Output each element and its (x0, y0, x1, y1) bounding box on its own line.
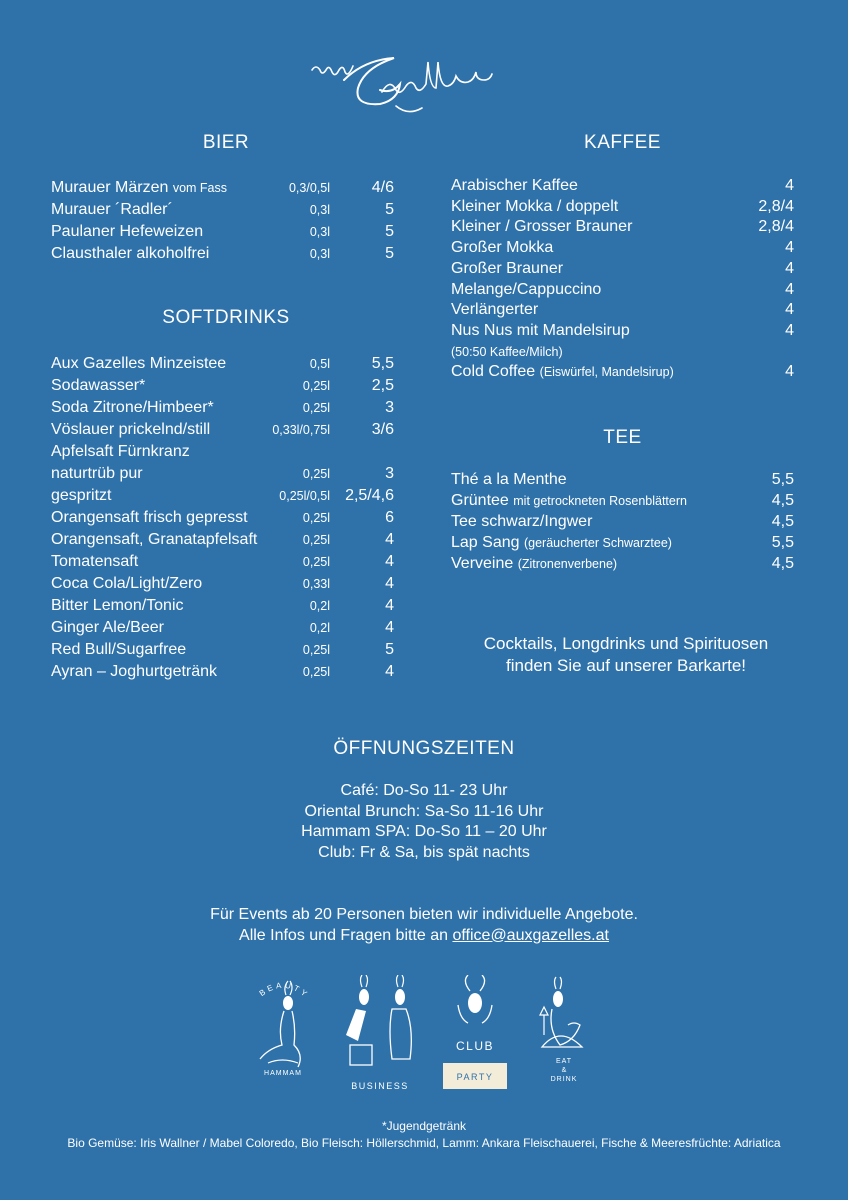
club-party-icon (440, 975, 510, 1095)
bar-note-line1: Cocktails, Longdrinks und Spirituosen (483, 634, 769, 653)
tee-item-label: Thé a la Menthe (451, 471, 567, 488)
softdrinks-item (51, 574, 394, 594)
softdrinks-item-volume: 0,2l (309, 621, 330, 635)
tee-item-price: 4,5 (771, 555, 794, 572)
softdrinks-item-name (51, 662, 217, 682)
softdrinks-item-price: 5 (385, 641, 394, 658)
softdrinks-item-volume: 0,25l (302, 379, 330, 393)
softdrinks-item-price: 4 (385, 575, 394, 592)
softdrinks-item-label: Tomatensaft (51, 553, 139, 570)
tee-item-label: Tee schwarz/Ingwer (451, 513, 593, 530)
hours-hammam: Hammam SPA: Do-So 11 – 20 Uhr (301, 823, 547, 841)
kaffee-item (451, 197, 794, 217)
suppliers-footnote: Bio Gemüse: Iris Wallner / Mabel Coloredo, Bio Fleisch: Höllerschmid, Lamm: Ankara Fleischauerei, Fische & Meeresfrüchte: Adriatica (67, 1136, 781, 1150)
tee-item (451, 491, 794, 511)
softdrinks-item-name (51, 508, 248, 528)
kaffee-item-price: 4 (785, 280, 794, 298)
softdrinks-item-name (51, 420, 210, 440)
bier-item-volume: 0,3l (309, 203, 330, 217)
softdrinks-item (51, 662, 394, 682)
tee-item-note: (geräucherter Schwarztee) (523, 536, 672, 550)
bier-item-volume: 0,3l (309, 225, 330, 239)
kaffee-item (451, 362, 794, 382)
tee-item-price: 4,5 (771, 492, 794, 509)
softdrinks-item-volume: 0,33l (302, 577, 330, 591)
softdrinks-item-price: 4 (385, 663, 394, 680)
aux-gazelles-logo (300, 40, 550, 125)
business-label: BUSINESS (351, 1081, 409, 1091)
softdrinks-item-price: 2,5/4,6 (345, 487, 394, 504)
bar-note-line2: finden Sie auf unserer Barkarte! (505, 656, 747, 675)
kaffee-item-price: 2,8/4 (758, 197, 794, 215)
and-label: & (561, 1067, 567, 1074)
kaffee-item-label: Großer Mokka (451, 239, 554, 257)
softdrinks-item (51, 398, 394, 418)
kaffee-item-label: Melange/Cappuccino (451, 280, 602, 298)
softdrinks-item-volume: 0,25l (302, 555, 330, 569)
softdrinks-item-price: 5,5 (371, 355, 394, 372)
bier-item-price: 4/6 (371, 179, 394, 196)
softdrinks-item-volume: 0,25l/0,5l (279, 489, 330, 503)
kaffee-item-price: 4 (785, 321, 794, 339)
softdrinks-item-name (51, 552, 138, 572)
softdrinks-item-label: Bitter Lemon/Tonic (51, 597, 184, 614)
kaffee-item (451, 217, 794, 237)
kaffee-item-name (451, 176, 578, 196)
softdrinks-item (51, 464, 394, 484)
softdrinks-item-price: 6 (385, 509, 394, 526)
kaffee-item-label: Nus Nus mit Mandelsirup (451, 321, 630, 339)
bier-item-name (51, 200, 173, 220)
softdrinks-item-price: 2,5 (371, 377, 394, 394)
bier-item-name (51, 178, 227, 198)
bier-item-price: 5 (385, 223, 394, 240)
softdrinks-item-label: Aux Gazelles Minzeistee (51, 355, 227, 372)
softdrinks-item (51, 486, 394, 506)
softdrinks-item (51, 552, 394, 572)
kaffee-item (451, 280, 794, 300)
softdrinks-item (51, 530, 394, 550)
tee-item (451, 512, 794, 532)
softdrinks-item-price: 3 (385, 399, 394, 416)
softdrinks-item-label: Vöslauer prickelnd/still (51, 421, 211, 438)
eat-drink-icon (530, 975, 600, 1095)
tee-item-price: 5,5 (771, 471, 794, 488)
softdrinks-item-volume: 0,25l (302, 643, 330, 657)
kaffee-item-label: Kleiner / Grosser Brauner (451, 218, 633, 236)
softdrinks-item-label: Apfelsaft Fürnkranz (51, 443, 190, 460)
hammam-label: HAMMAM (264, 1070, 302, 1077)
kaffee-item-label: Cold Coffee (451, 363, 536, 381)
tee-item-label: Verveine (451, 555, 514, 572)
softdrinks-item-price: 4 (385, 531, 394, 548)
kaffee-item (451, 259, 794, 279)
beauty-hammam-icon (248, 975, 318, 1095)
beauty-label: BEAUTY (257, 980, 312, 1001)
softdrinks-item-volume: 0,2l (309, 599, 330, 613)
softdrinks-item-volume: 0,5l (309, 357, 330, 371)
section-title-bier: BIER (202, 132, 250, 153)
eat-label: EAT (555, 1058, 573, 1065)
club-label: CLUB (455, 1039, 495, 1053)
bier-item-price: 5 (385, 201, 394, 218)
section-title-softdrinks: SOFTDRINKS (162, 307, 290, 328)
drink-label: DRINK (550, 1076, 578, 1083)
bier-item-note: vom Fass (172, 181, 228, 195)
events-line2-text: Alle Infos und Fragen bitte an (239, 926, 453, 944)
softdrinks-item-price: 4 (385, 619, 394, 636)
email-link[interactable]: office@auxgazelles.at (452, 926, 609, 944)
bier-item-name (51, 222, 203, 242)
softdrinks-item-price: 3 (385, 465, 394, 482)
softdrinks-item-label: Coca Cola/Light/Zero (51, 575, 203, 592)
kaffee-item-name (451, 197, 618, 217)
tee-item-name (451, 470, 567, 490)
kaffee-item-price: 4 (785, 239, 794, 257)
events-line1: Für Events ab 20 Personen bieten wir individuelle Angebote. (210, 906, 638, 923)
tee-item-note: (Zitronenverbene) (517, 557, 618, 571)
softdrinks-item-volume: 0,33l/0,75l (272, 423, 330, 437)
tee-item-name (451, 554, 617, 574)
softdrinks-item-label: Ayran – Joghurtgetränk (51, 663, 218, 680)
bar-note (451, 633, 801, 677)
softdrinks-item-label: Ginger Ale/Beer (51, 619, 164, 636)
kaffee-item-price: 4 (785, 177, 794, 194)
tee-item-price: 4,5 (771, 513, 794, 530)
softdrinks-item-name (51, 354, 226, 374)
bier-item-label: Murauer Märzen (51, 179, 169, 196)
bier-item (51, 200, 394, 220)
kaffee-item-price: 4 (785, 363, 794, 381)
opening-hours-title: ÖFFNUNGSZEITEN (333, 738, 515, 759)
softdrinks-item-volume: 0,25l (302, 665, 330, 679)
softdrinks-item (51, 618, 394, 638)
bier-item (51, 244, 394, 264)
softdrinks-item-label: gespritzt (51, 487, 112, 504)
softdrinks-item-name (51, 618, 164, 638)
softdrinks-item (51, 596, 394, 616)
softdrinks-item-label: Soda Zitrone/Himbeer* (51, 399, 214, 416)
tee-item-name (451, 512, 592, 532)
softdrinks-item (51, 376, 394, 396)
hours-brunch: Oriental Brunch: Sa-So 11-16 Uhr (304, 802, 544, 820)
bier-item-label: Clausthaler alkoholfrei (51, 245, 210, 262)
softdrinks-item-price: 4 (385, 597, 394, 614)
tee-item-label: Lap Sang (451, 534, 520, 551)
bier-item-volume: 0,3l (309, 247, 330, 261)
bier-item-label: Murauer ´Radler´ (51, 201, 173, 218)
bier-item-volume: 0,3/0,5l (288, 181, 330, 195)
bier-item-price: 5 (385, 245, 394, 262)
kaffee-item-name (451, 321, 630, 341)
tee-item-name (451, 491, 687, 511)
tee-item-note: mit getrockneten Rosenblättern (513, 494, 687, 508)
kaffee-item-price: 4 (785, 301, 794, 319)
bier-item-label: Paulaner Hefeweizen (51, 223, 204, 240)
kaffee-item-label: Großer Brauner (451, 259, 564, 277)
softdrinks-item-volume: 0,25l (302, 467, 330, 481)
softdrinks-item-name (51, 376, 145, 396)
softdrinks-item-volume: 0,25l (302, 401, 330, 415)
kaffee-item-label: Kleiner Mokka / doppelt (451, 197, 619, 215)
tee-item (451, 533, 794, 553)
kaffee-item-name (451, 300, 538, 320)
jugend-footnote: *Jugendgetränk (381, 1119, 467, 1133)
softdrinks-item-name (51, 464, 143, 484)
events-info (0, 905, 848, 946)
kaffee-item (451, 238, 794, 258)
softdrinks-item (51, 640, 394, 660)
tee-item (451, 470, 794, 490)
softdrinks-item (51, 420, 394, 440)
section-title-kaffee: KAFFEE (584, 132, 661, 153)
tee-item (451, 554, 794, 574)
kaffee-item (451, 300, 794, 320)
opening-hours (0, 781, 848, 864)
party-label: PARTY (456, 1072, 494, 1082)
softdrinks-item-label: Orangensaft, Granatapfelsaft (51, 531, 258, 548)
events-line2 (0, 926, 848, 947)
softdrinks-item-label: Orangensaft frisch gepresst (51, 509, 248, 526)
softdrinks-item-name (51, 574, 202, 594)
kaffee-item-label: Verlängerter (451, 301, 539, 319)
section-title-tee: TEE (603, 427, 642, 448)
softdrinks-item (51, 354, 394, 374)
kaffee-item-name (451, 342, 563, 362)
kaffee-item (451, 321, 794, 341)
hours-club: Club: Fr & Sa, bis spät nachts (318, 844, 530, 862)
softdrinks-item-name (51, 596, 184, 616)
softdrinks-item-label: Red Bull/Sugarfree (51, 641, 187, 658)
bier-item-name (51, 244, 209, 264)
softdrinks-item-price: 3/6 (371, 421, 394, 438)
softdrinks-item (51, 442, 394, 462)
softdrinks-item (51, 508, 394, 528)
kaffee-item (451, 342, 794, 362)
kaffee-item-note: (50:50 Kaffee/Milch) (451, 344, 563, 359)
kaffee-item-note: (Eiswürfel, Mandelsirup) (539, 365, 674, 380)
kaffee-item-price: 2,8/4 (758, 218, 794, 236)
kaffee-item-price: 4 (785, 259, 794, 277)
kaffee-item-name (451, 238, 553, 258)
softdrinks-item-name (51, 530, 257, 550)
tee-item-name (451, 533, 672, 553)
tee-item-price: 5,5 (771, 534, 794, 551)
softdrinks-item-volume: 0,25l (302, 533, 330, 547)
tee-item-label: Grüntee (451, 492, 509, 509)
bier-item (51, 222, 394, 242)
softdrinks-item-label: Sodawasser* (51, 377, 146, 394)
kaffee-item-name (451, 362, 674, 382)
softdrinks-item-volume: 0,25l (302, 511, 330, 525)
kaffee-item-name (451, 217, 632, 237)
softdrinks-item-price: 4 (385, 553, 394, 570)
business-icon (340, 975, 420, 1095)
bier-item (51, 178, 394, 198)
softdrinks-item-name (51, 486, 111, 506)
kaffee-item-name (451, 280, 601, 300)
hours-cafe: Café: Do-So 11- 23 Uhr (340, 782, 508, 799)
kaffee-item-name (451, 259, 563, 279)
kaffee-item-label: Arabischer Kaffee (451, 177, 578, 194)
kaffee-item (451, 176, 794, 196)
softdrinks-item-label: naturtrüb pur (51, 465, 143, 482)
softdrinks-item-name (51, 442, 190, 462)
softdrinks-item-name (51, 398, 214, 418)
softdrinks-item-name (51, 640, 186, 660)
